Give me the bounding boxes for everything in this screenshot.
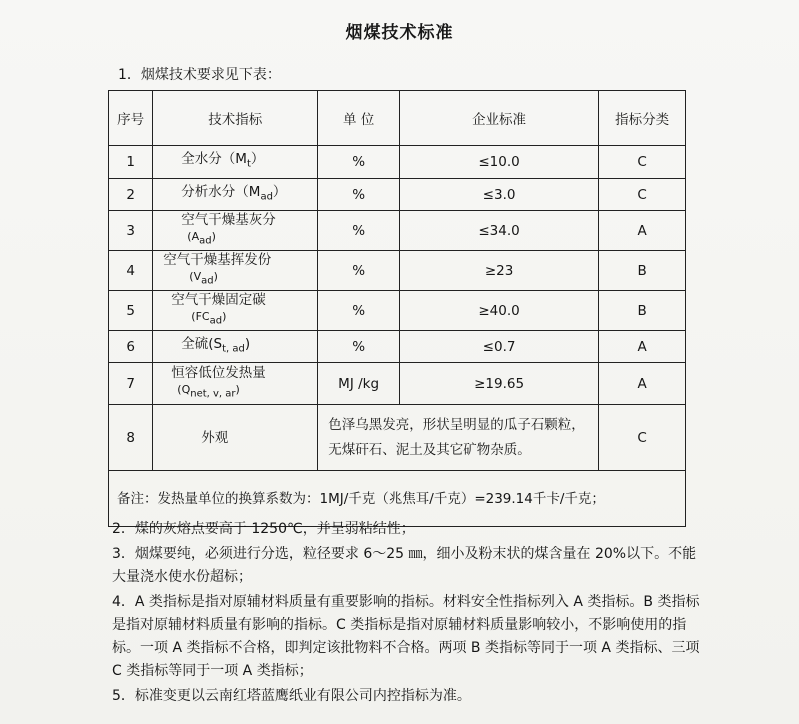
row-standard: ≤0.7 bbox=[399, 331, 598, 363]
row-category: B bbox=[599, 291, 686, 331]
row-no: 5 bbox=[109, 291, 153, 331]
header-category: 指标分类 bbox=[599, 91, 686, 146]
row-unit: % bbox=[318, 179, 400, 211]
table-row bbox=[109, 331, 686, 363]
row-no: 6 bbox=[109, 331, 153, 363]
list-item: 2．煤的灰熔点要高于 1250℃，并呈弱粘结性； bbox=[112, 521, 415, 537]
row-no: 1 bbox=[109, 146, 153, 179]
row-unit: % bbox=[318, 331, 400, 363]
row-standard: ≥19.65 bbox=[399, 363, 598, 405]
row-indicator: 全硫$(S_{t, ad})$ bbox=[153, 331, 318, 363]
row-standard: ≥23 bbox=[399, 251, 598, 291]
row-category: B bbox=[599, 251, 686, 291]
row-no: 2 bbox=[109, 179, 153, 211]
row-unit: % bbox=[318, 291, 400, 331]
row-standard: 色泽乌黑发亮，形状呈明显的瓜子石颗粒，无煤矸石、泥土及其它矿物杂质。 bbox=[318, 405, 599, 471]
row-category: A bbox=[599, 211, 686, 251]
row-category: A bbox=[599, 363, 686, 405]
row-indicator: 空气干燥基灰分 $(A_{ad})$ bbox=[153, 211, 318, 251]
row-indicator: 空气干燥基挥发份 $(V_{ad})$ bbox=[153, 251, 318, 291]
row-category: C bbox=[599, 405, 686, 471]
row-no: 3 bbox=[109, 211, 153, 251]
spec-table bbox=[108, 90, 686, 527]
row-indicator: 空气干燥固定碳 $(FC_{ad})$ bbox=[153, 291, 318, 331]
row-standard: ≥40.0 bbox=[399, 291, 598, 331]
row-indicator: 恒容低位发热量 $(Q_{net, v, ar})$ bbox=[153, 363, 318, 405]
row-standard: ≤34.0 bbox=[399, 211, 598, 251]
row-unit: MJ /kg bbox=[318, 363, 400, 405]
header-no: 序号 bbox=[109, 91, 153, 146]
row-no: 7 bbox=[109, 363, 153, 405]
row-indicator: 外观 bbox=[153, 405, 318, 471]
table-row bbox=[109, 179, 686, 211]
row-no: 4 bbox=[109, 251, 153, 291]
row-indicator: 分析水分$(M_{ad})$ bbox=[153, 179, 318, 211]
row-standard: ≤3.0 bbox=[399, 179, 598, 211]
requirements-list bbox=[112, 518, 702, 708]
table-row bbox=[109, 291, 686, 331]
table-row bbox=[109, 405, 686, 471]
header-standard: 企业标准 bbox=[399, 91, 598, 146]
table-row bbox=[109, 211, 686, 251]
row-standard: ≤10.0 bbox=[399, 146, 598, 179]
header-indicator: 技术指标 bbox=[153, 91, 318, 146]
row-unit: % bbox=[318, 146, 400, 179]
list-item: 4．A 类指标是指对原辅材料质量有重要影响的指标。材料安全性指标列入 A 类指标。B 类指标是指对原辅材料质量有影响的指标。C 类指标是指对原辅材料质量影响较小，不影响使用的指标。一项 A 类指标不合格，即判定该批物料不合格。两项 B 类指标等同于一项 A 类指标、三项 C 类指标等同于一项 A 类指标； bbox=[112, 594, 700, 679]
table-row bbox=[109, 146, 686, 179]
row-unit: % bbox=[318, 251, 400, 291]
row-indicator: 全水分$(M_t)$ bbox=[153, 146, 318, 179]
table-header-row bbox=[109, 91, 686, 146]
list-item: 5．标准变更以云南红塔蓝鹰纸业有限公司内控指标为准。 bbox=[112, 688, 471, 704]
row-category: C bbox=[599, 179, 686, 211]
header-unit: 单 位 bbox=[318, 91, 400, 146]
table-row bbox=[109, 363, 686, 405]
row-category: A bbox=[599, 331, 686, 363]
intro-text: 1．烟煤技术要求见下表： bbox=[118, 67, 281, 83]
table-row bbox=[109, 251, 686, 291]
table-note: 备注：发热量单位的换算系数为：1MJ/千克（兆焦耳/千克）=239.14千卡/千克； bbox=[109, 471, 686, 527]
list-item: 3．烟煤要纯，必须进行分选，粒径要求 6～25 ㎜，细小及粉末状的煤含量在 20%以下。不能大量浇水使水份超标； bbox=[112, 546, 697, 585]
row-unit: % bbox=[318, 211, 400, 251]
row-category: C bbox=[599, 146, 686, 179]
document-title: 烟煤技术标准 bbox=[345, 23, 454, 43]
row-no: 8 bbox=[109, 405, 153, 471]
